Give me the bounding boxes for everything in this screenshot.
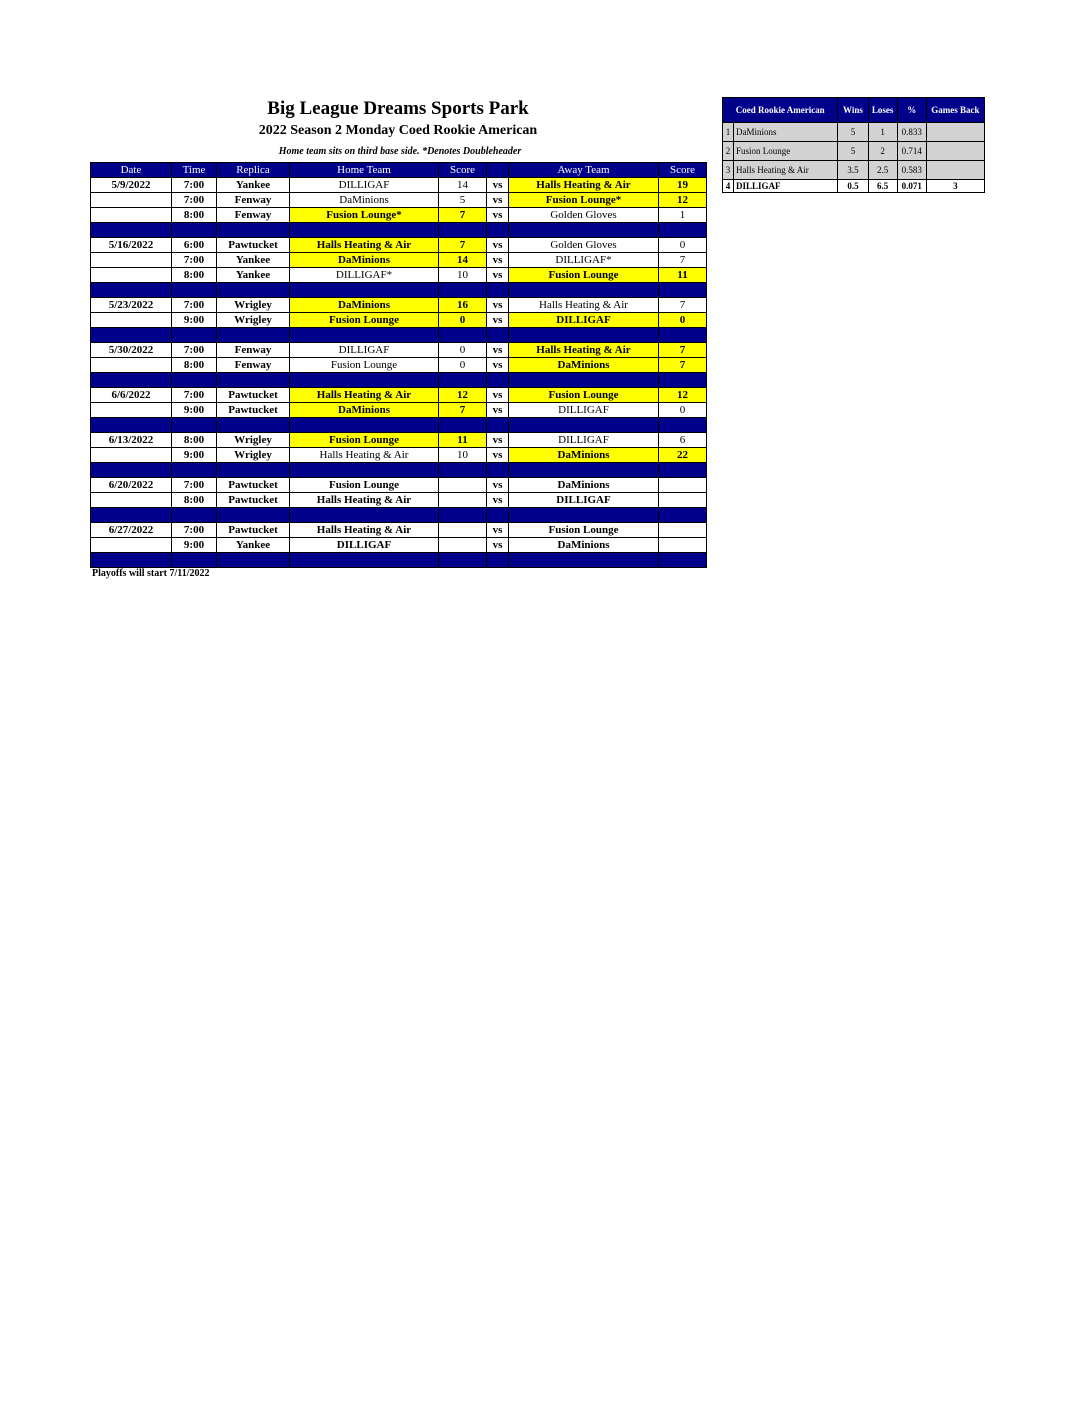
week-separator [91, 373, 707, 388]
column-header-time: Time [172, 163, 217, 178]
game-replica: Pawtucket [217, 403, 290, 418]
separator-cell [509, 283, 659, 298]
separator-cell [172, 328, 217, 343]
away-team: Halls Heating & Air [509, 343, 659, 358]
home-score: 16 [439, 298, 487, 313]
standings-loses: 2.5 [868, 161, 897, 180]
game-replica: Wrigley [217, 298, 290, 313]
away-score: 19 [659, 178, 707, 193]
schedule-body [91, 178, 707, 568]
separator-cell [290, 283, 439, 298]
home-team: DILLIGAF [290, 178, 439, 193]
standings-loses: 1 [868, 123, 897, 142]
home-score [439, 538, 487, 553]
home-team: DILLIGAF* [290, 268, 439, 283]
standings-row [723, 142, 985, 161]
game-row [91, 538, 707, 553]
schedule-table [90, 162, 707, 568]
away-score [659, 538, 707, 553]
game-date [91, 493, 172, 508]
week-separator [91, 223, 707, 238]
home-score: 5 [439, 193, 487, 208]
game-row [91, 208, 707, 223]
separator-cell [172, 508, 217, 523]
game-replica: Wrigley [217, 433, 290, 448]
page-title: Big League Dreams Sports Park [267, 98, 529, 119]
standings-wins: 0.5 [838, 180, 868, 193]
separator-cell [217, 328, 290, 343]
home-team: Halls Heating & Air [290, 238, 439, 253]
game-date [91, 253, 172, 268]
home-team: Halls Heating & Air [290, 448, 439, 463]
standings-row [723, 180, 985, 193]
separator-cell [91, 553, 172, 568]
away-team: DILLIGAF [509, 313, 659, 328]
away-team: Fusion Lounge [509, 268, 659, 283]
separator-cell [659, 223, 707, 238]
standings-pct: 0.583 [897, 161, 926, 180]
home-team: DILLIGAF [290, 343, 439, 358]
game-date: 6/27/2022 [91, 523, 172, 538]
home-score: 11 [439, 433, 487, 448]
game-date [91, 448, 172, 463]
standings-games-back [926, 161, 984, 180]
vs-label: vs [487, 388, 509, 403]
separator-cell [217, 553, 290, 568]
standings-loses: 2 [868, 142, 897, 161]
column-header-vs [487, 163, 509, 178]
game-row [91, 448, 707, 463]
home-team: Halls Heating & Air [290, 493, 439, 508]
standings-games-back [926, 123, 984, 142]
away-team: DILLIGAF* [509, 253, 659, 268]
game-time: 7:00 [172, 178, 217, 193]
game-time: 7:00 [172, 478, 217, 493]
separator-cell [439, 283, 487, 298]
game-replica: Yankee [217, 253, 290, 268]
home-score: 10 [439, 448, 487, 463]
week-separator [91, 463, 707, 478]
home-score: 12 [439, 388, 487, 403]
game-replica: Pawtucket [217, 523, 290, 538]
vs-label: vs [487, 313, 509, 328]
game-row [91, 268, 707, 283]
home-team: Fusion Lounge [290, 313, 439, 328]
separator-cell [172, 283, 217, 298]
standings-table [722, 97, 985, 193]
separator-cell [659, 418, 707, 433]
vs-label: vs [487, 193, 509, 208]
standings-rank: 3 [723, 161, 734, 180]
separator-cell [509, 328, 659, 343]
game-time: 8:00 [172, 208, 217, 223]
game-time: 6:00 [172, 238, 217, 253]
game-time: 8:00 [172, 433, 217, 448]
home-team: DaMinions [290, 253, 439, 268]
game-replica: Fenway [217, 193, 290, 208]
separator-cell [487, 508, 509, 523]
column-header-away-score: Score [659, 163, 707, 178]
separator-cell [172, 553, 217, 568]
away-team: DaMinions [509, 358, 659, 373]
separator-cell [91, 328, 172, 343]
vs-label: vs [487, 178, 509, 193]
away-score [659, 478, 707, 493]
separator-cell [659, 328, 707, 343]
standings-pct: 0.071 [897, 180, 926, 193]
separator-cell [659, 463, 707, 478]
separator-cell [290, 463, 439, 478]
separator-cell [217, 463, 290, 478]
away-score: 7 [659, 298, 707, 313]
game-row [91, 478, 707, 493]
separator-cell [217, 223, 290, 238]
game-replica: Pawtucket [217, 388, 290, 403]
game-replica: Pawtucket [217, 493, 290, 508]
column-header-replica: Replica [217, 163, 290, 178]
home-score: 7 [439, 403, 487, 418]
standings-header-wins: Wins [838, 98, 868, 123]
game-time: 8:00 [172, 493, 217, 508]
away-team: Halls Heating & Air [509, 298, 659, 313]
home-score: 0 [439, 343, 487, 358]
separator-cell [172, 418, 217, 433]
separator-cell [509, 463, 659, 478]
separator-cell [487, 328, 509, 343]
standings-wins: 5 [838, 123, 868, 142]
week-separator [91, 328, 707, 343]
game-row [91, 313, 707, 328]
game-time: 7:00 [172, 298, 217, 313]
standings-rank: 4 [723, 180, 734, 193]
game-time: 7:00 [172, 343, 217, 358]
away-score: 0 [659, 313, 707, 328]
home-score: 10 [439, 268, 487, 283]
standings-wins: 3.5 [838, 161, 868, 180]
separator-cell [172, 223, 217, 238]
separator-cell [439, 508, 487, 523]
page-subtitle: 2022 Season 2 Monday Coed Rookie American [258, 123, 538, 138]
separator-cell [487, 463, 509, 478]
separator-cell [172, 463, 217, 478]
separator-cell [172, 373, 217, 388]
separator-cell [217, 508, 290, 523]
game-date: 5/23/2022 [91, 298, 172, 313]
game-replica: Fenway [217, 358, 290, 373]
separator-cell [509, 373, 659, 388]
game-replica: Wrigley [217, 448, 290, 463]
separator-cell [659, 553, 707, 568]
game-time: 7:00 [172, 253, 217, 268]
column-header-away-team: Away Team [509, 163, 659, 178]
game-row [91, 493, 707, 508]
game-replica: Yankee [217, 178, 290, 193]
home-team: Halls Heating & Air [290, 523, 439, 538]
game-time: 8:00 [172, 358, 217, 373]
separator-cell [91, 283, 172, 298]
game-time: 9:00 [172, 313, 217, 328]
game-date: 6/20/2022 [91, 478, 172, 493]
game-replica: Wrigley [217, 313, 290, 328]
playoffs-note: Playoffs will start 7/11/2022 [92, 568, 210, 579]
standings-pct: 0.714 [897, 142, 926, 161]
week-separator [91, 418, 707, 433]
game-date [91, 313, 172, 328]
standings-wins: 5 [838, 142, 868, 161]
game-time: 9:00 [172, 403, 217, 418]
separator-cell [439, 373, 487, 388]
away-team: DILLIGAF [509, 433, 659, 448]
game-time: 7:00 [172, 193, 217, 208]
column-header-date: Date [91, 163, 172, 178]
standings-header-games-back: Games Back [926, 98, 984, 123]
game-time: 7:00 [172, 523, 217, 538]
standings-games-back: 3 [926, 180, 984, 193]
game-replica: Pawtucket [217, 238, 290, 253]
home-team: DaMinions [290, 403, 439, 418]
separator-cell [509, 553, 659, 568]
game-date [91, 208, 172, 223]
away-score: 22 [659, 448, 707, 463]
home-team-note: Home team sits on third base side. *Denotes Doubleheader [278, 146, 522, 157]
vs-label: vs [487, 448, 509, 463]
vs-label: vs [487, 433, 509, 448]
standings-header-pct: % [897, 98, 926, 123]
away-score [659, 523, 707, 538]
away-team: Fusion Lounge [509, 388, 659, 403]
away-team: DILLIGAF [509, 403, 659, 418]
game-row [91, 298, 707, 313]
separator-cell [509, 418, 659, 433]
separator-cell [487, 223, 509, 238]
away-score: 1 [659, 208, 707, 223]
game-replica: Fenway [217, 208, 290, 223]
standings-header-division: Coed Rookie American [723, 98, 838, 123]
away-team: Halls Heating & Air [509, 178, 659, 193]
away-score: 7 [659, 343, 707, 358]
separator-cell [487, 283, 509, 298]
away-team: DaMinions [509, 538, 659, 553]
home-score: 7 [439, 238, 487, 253]
separator-cell [509, 223, 659, 238]
separator-cell [439, 418, 487, 433]
game-date [91, 358, 172, 373]
game-date: 5/9/2022 [91, 178, 172, 193]
standings-games-back [926, 142, 984, 161]
game-replica: Yankee [217, 538, 290, 553]
separator-cell [659, 373, 707, 388]
vs-label: vs [487, 343, 509, 358]
home-team: Fusion Lounge [290, 478, 439, 493]
standings-row [723, 161, 985, 180]
vs-label: vs [487, 268, 509, 283]
vs-label: vs [487, 403, 509, 418]
away-team: DaMinions [509, 478, 659, 493]
separator-cell [217, 418, 290, 433]
separator-cell [91, 508, 172, 523]
standings-rank: 1 [723, 123, 734, 142]
separator-cell [659, 283, 707, 298]
home-team: Fusion Lounge* [290, 208, 439, 223]
away-team: DaMinions [509, 448, 659, 463]
game-date: 6/13/2022 [91, 433, 172, 448]
home-score [439, 478, 487, 493]
away-team: Fusion Lounge [509, 523, 659, 538]
separator-cell [217, 373, 290, 388]
home-score [439, 493, 487, 508]
game-date [91, 538, 172, 553]
standings-team: Fusion Lounge [734, 142, 838, 161]
game-replica: Pawtucket [217, 478, 290, 493]
column-header-home-score: Score [439, 163, 487, 178]
away-score: 12 [659, 388, 707, 403]
separator-cell [439, 553, 487, 568]
standings-header-loses: Loses [868, 98, 897, 123]
home-team: DaMinions [290, 298, 439, 313]
vs-label: vs [487, 358, 509, 373]
game-date: 6/6/2022 [91, 388, 172, 403]
game-date [91, 403, 172, 418]
vs-label: vs [487, 238, 509, 253]
separator-cell [509, 508, 659, 523]
week-separator [91, 508, 707, 523]
game-row [91, 523, 707, 538]
home-team: Fusion Lounge [290, 433, 439, 448]
separator-cell [487, 553, 509, 568]
separator-cell [290, 328, 439, 343]
vs-label: vs [487, 253, 509, 268]
vs-label: vs [487, 538, 509, 553]
standings-loses: 6.5 [868, 180, 897, 193]
home-team: DaMinions [290, 193, 439, 208]
standings-body [723, 123, 985, 193]
standings-team: Halls Heating & Air [734, 161, 838, 180]
away-team: Golden Gloves [509, 208, 659, 223]
away-score: 11 [659, 268, 707, 283]
separator-cell [290, 223, 439, 238]
separator-cell [91, 418, 172, 433]
game-replica: Yankee [217, 268, 290, 283]
standings-row [723, 123, 985, 142]
away-score: 0 [659, 403, 707, 418]
vs-label: vs [487, 493, 509, 508]
away-team: Fusion Lounge* [509, 193, 659, 208]
away-score: 7 [659, 253, 707, 268]
separator-cell [659, 508, 707, 523]
game-row [91, 358, 707, 373]
separator-cell [290, 373, 439, 388]
home-team: Halls Heating & Air [290, 388, 439, 403]
away-team: DILLIGAF [509, 493, 659, 508]
home-score: 0 [439, 358, 487, 373]
standings-team: DaMinions [734, 123, 838, 142]
away-score: 7 [659, 358, 707, 373]
schedule-header-row [91, 163, 707, 178]
game-time: 9:00 [172, 538, 217, 553]
game-date: 5/30/2022 [91, 343, 172, 358]
separator-cell [91, 223, 172, 238]
game-row [91, 343, 707, 358]
separator-cell [487, 373, 509, 388]
game-time: 7:00 [172, 388, 217, 403]
separator-cell [290, 553, 439, 568]
home-score: 0 [439, 313, 487, 328]
game-row [91, 403, 707, 418]
separator-cell [439, 463, 487, 478]
vs-label: vs [487, 523, 509, 538]
separator-cell [439, 328, 487, 343]
home-score: 7 [439, 208, 487, 223]
separator-cell [91, 463, 172, 478]
separator-cell [91, 373, 172, 388]
home-score [439, 523, 487, 538]
standings-pct: 0.833 [897, 123, 926, 142]
home-score: 14 [439, 178, 487, 193]
separator-cell [487, 418, 509, 433]
separator-cell [439, 223, 487, 238]
standings-rank: 2 [723, 142, 734, 161]
game-row [91, 178, 707, 193]
home-team: Fusion Lounge [290, 358, 439, 373]
game-date [91, 193, 172, 208]
separator-cell [290, 418, 439, 433]
standings-team: DILLIGAF [734, 180, 838, 193]
game-row [91, 238, 707, 253]
standings-header-row [723, 98, 985, 123]
vs-label: vs [487, 298, 509, 313]
away-score: 6 [659, 433, 707, 448]
game-date: 5/16/2022 [91, 238, 172, 253]
home-score: 14 [439, 253, 487, 268]
game-row [91, 433, 707, 448]
vs-label: vs [487, 208, 509, 223]
separator-cell [217, 283, 290, 298]
away-team: Golden Gloves [509, 238, 659, 253]
game-row [91, 388, 707, 403]
column-header-home-team: Home Team [290, 163, 439, 178]
game-time: 9:00 [172, 448, 217, 463]
away-score: 0 [659, 238, 707, 253]
away-score: 12 [659, 193, 707, 208]
vs-label: vs [487, 478, 509, 493]
separator-cell [290, 508, 439, 523]
home-team: DILLIGAF [290, 538, 439, 553]
game-row [91, 253, 707, 268]
away-score [659, 493, 707, 508]
week-separator [91, 283, 707, 298]
game-replica: Fenway [217, 343, 290, 358]
game-row [91, 193, 707, 208]
game-time: 8:00 [172, 268, 217, 283]
game-date [91, 268, 172, 283]
week-separator [91, 553, 707, 568]
